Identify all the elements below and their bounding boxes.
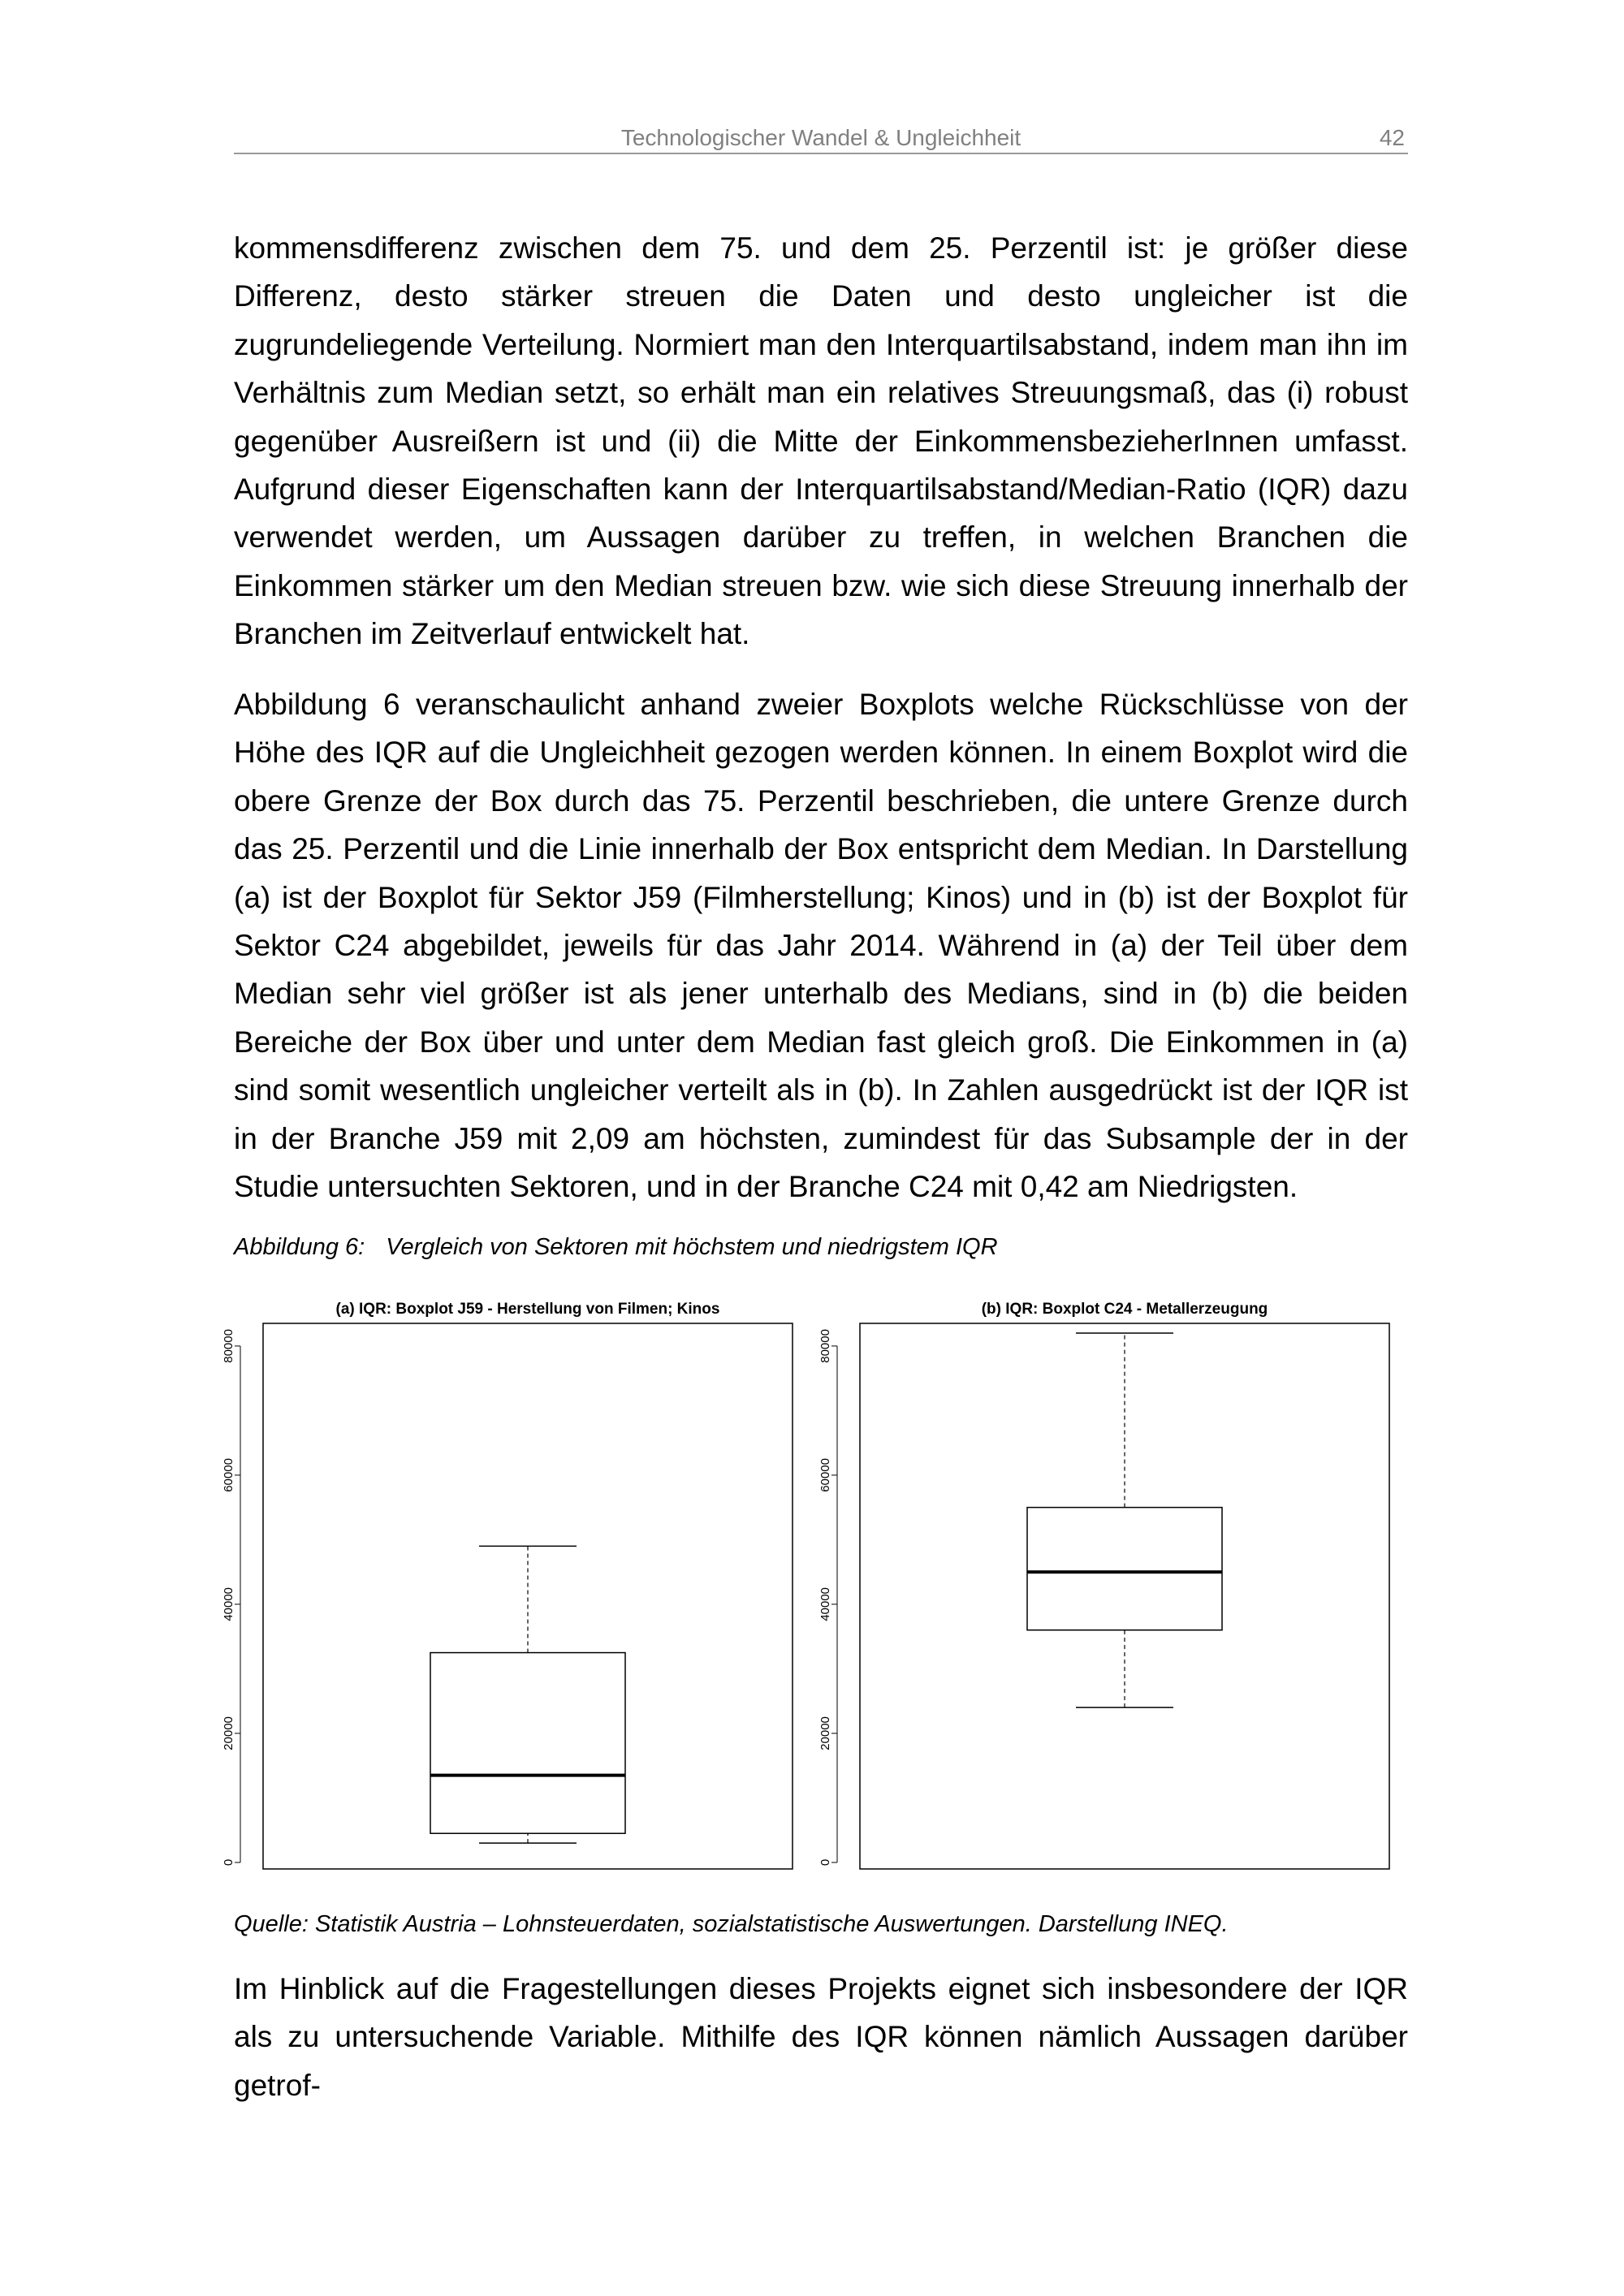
page-number: 42 [1379,125,1405,150]
y-tick-label: 20000 [818,1716,832,1750]
y-tick-label: 80000 [818,1329,832,1363]
figure-caption-label: Abbildung 6: [234,1234,365,1260]
interquartile-box [430,1653,625,1834]
y-tick-label: 40000 [818,1587,832,1621]
y-tick-label: 60000 [222,1458,235,1492]
y-tick-label: 80000 [222,1329,235,1363]
figure-caption [234,1234,998,1261]
boxplot-b [816,1291,1401,1884]
body-paragraph-2: Abbildung 6 veranschaulicht anhand zweier Boxplots welche Rückschlüsse von der Höhe des IQR auf die Ungleichheit gezogen werden können. In einem Boxplot wird die obere Grenze der Box durch das 75. Perzentil beschrieben, die untere Grenze durch das 25. Perzentil und die Linie innerhalb der Box entspricht dem Median. In Darstellung (a) ist der Boxplot für Sektor J59 (Filmherstellung; Kinos) und in (b) ist der Boxplot für Sektor C24 abgebildet, jeweils für das Jahr 2014. Während in (a) der Teil über dem Median sehr viel größer ist als jener unterhalb des Medians, sind in (b) die beiden Bereiche der Box über und unter dem Median fast gleich groß. Die Einkommen in (a) sind somit wesentlich ungleicher verteilt als in (b). In Zahlen ausgedrückt ist der IQR ist in der Branche J59 mit 2,09 am höchsten, zumindest für das Subsample der in der Studie untersuchten Sektoren, und in der Branche C24 mit 0,42 am Niedrigsten. [234,688,1408,1204]
running-header [234,123,1408,154]
figure-caption-text: Vergleich von Sektoren mit höchstem und niedrigstem IQR [386,1234,998,1260]
y-tick-label: 40000 [222,1587,235,1621]
header-title: Technologischer Wandel & Ungleichheit [620,125,1021,150]
boxplot-a [219,1291,804,1884]
body-paragraph-1: kommensdifferenz zwischen dem 75. und dem 25. Perzentil ist: je größer diese Differenz, desto stärker streuen die Daten und desto ungleicher ist die zugrundeliegende Verteilung. Normiert man den Interquartilsabstand, indem man ihn im Verhältnis zum Median setzt, so erhält man ein relatives Streuungsmaß, das (i) robust gegenüber Ausreißern ist und (ii) die Mitte der EinkommensbezieherInnen umfasst. Aufgrund dieser Eigenschaften kann der Interquartilsabstand/Median-Ratio (IQR) dazu verwendet werden, um Aussagen darüber zu treffen, in welchen Branchen die Einkommen stärker um den Median streuen bzw. wie sich diese Streuung innerhalb der Branchen im Zeitverlauf entwickelt hat. [234,231,1408,651]
y-tick-label: 0 [222,1858,235,1867]
y-tick-label: 60000 [818,1458,832,1492]
y-tick-label: 0 [818,1858,832,1867]
figure-source: Quelle: Statistik Austria – Lohnsteuerdaten, sozialstatistische Auswertungen. Darstellung INEQ. [234,1911,1229,1937]
body-paragraph-3: Im Hinblick auf die Fragestellungen dieses Projekts eignet sich insbesondere der IQR als zu untersuchende Variable. Mithilfe des IQR können nämlich Aussagen darüber getrof- [234,1972,1408,2102]
y-tick-label: 20000 [222,1716,235,1750]
plot-title: (b) IQR: Boxplot C24 - Metallerzeugung [981,1301,1268,1318]
interquartile-box [1027,1508,1222,1630]
plot-title: (a) IQR: Boxplot J59 - Herstellung von Filmen; Kinos [335,1301,720,1318]
